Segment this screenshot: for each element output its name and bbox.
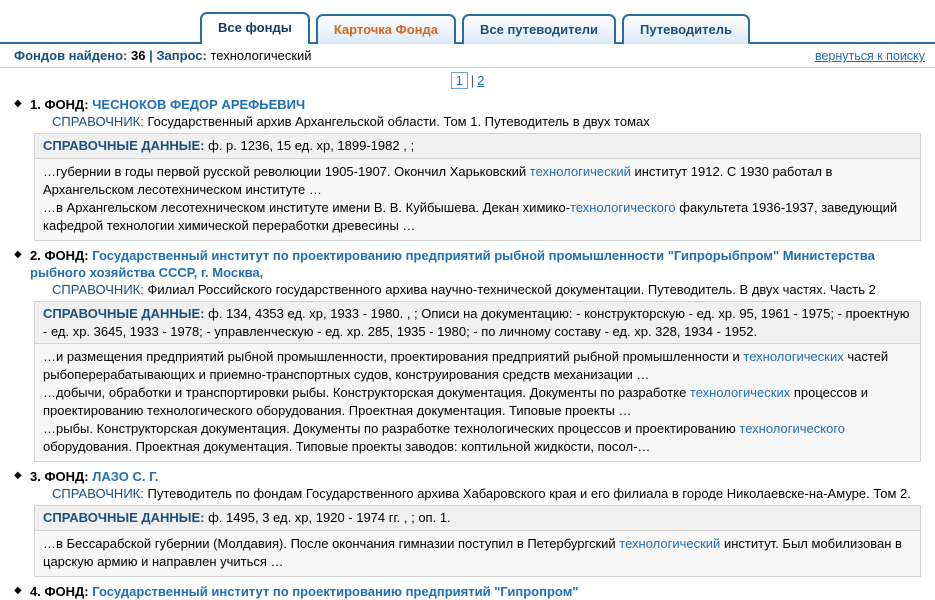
found-label: Фондов найдено: [14, 48, 128, 63]
fond-name-link[interactable]: ЧЕСНОКОВ ФЕДОР АРЕФЬЕВИЧ [92, 97, 306, 112]
snippet-segment: факультета 1936-1937, заведующий кафедрой технологии химической переработки древесины … [43, 199, 898, 233]
tab-all-guides-label: Все путеводители [479, 22, 598, 37]
guide-label: СПРАВОЧНИК: [52, 114, 144, 130]
snippet-text [43, 163, 912, 199]
infobar-separator: | [149, 48, 153, 63]
query-label: Запрос: [156, 48, 207, 63]
found-count: 36 [131, 48, 146, 63]
page-current[interactable]: 1 [451, 72, 468, 89]
reference-value: ф. р. 1236, 15 ед. хр, 1899-1982 , ; [208, 138, 415, 154]
snippet-segment: частей рыбоперерабатывающих и приемно-транспортных судов, конструирования средств механизации … [43, 349, 889, 383]
bullet-icon: ◆ [14, 469, 22, 481]
reference-data-box [34, 505, 921, 531]
result-item [14, 96, 921, 241]
highlighted-term: технологического [570, 199, 676, 215]
tab-all-fonds-label: Все фонды [218, 20, 292, 35]
snippet-segment: …губернии в годы первой русской революции 1905-1907. Окончил Харьковский [43, 163, 530, 179]
snippet-box [34, 531, 921, 577]
back-to-search-link[interactable]: вернуться к поиску [814, 49, 925, 63]
reference-label: СПРАВОЧНЫЕ ДАННЫЕ: [43, 306, 205, 322]
snippet-box [34, 344, 921, 462]
highlighted-term: технологических [743, 349, 844, 365]
reference-label: СПРАВОЧНЫЕ ДАННЫЕ: [43, 510, 205, 526]
highlighted-term: технологический [529, 163, 631, 179]
snippet-segment: оборудования. Проектная документация. Типовые проекты заводов: коптильной жидкости, посол-… [43, 438, 651, 454]
tab-bar [0, 0, 935, 44]
snippet-segment: …в Бессарабской губернии (Молдавия). После окончания гимназии поступил в Петербургский [43, 535, 620, 551]
reference-label: СПРАВОЧНЫЕ ДАННЫЕ: [43, 138, 205, 154]
tab-guide[interactable] [622, 14, 750, 44]
snippet-segment: …рыбы. Конструкторская документация. Документы по разработке технологических процессов и проектированию [43, 420, 740, 436]
reference-value: ф. 1495, 3 ед. хр, 1920 - 1974 гг. , ; оп. 1. [208, 510, 451, 526]
record-header [14, 96, 921, 113]
snippet-text [43, 420, 912, 456]
snippet-segment: институт. Был мобилизован в царскую армию и направлен учиться … [43, 535, 902, 569]
highlighted-term: технологического [739, 420, 846, 436]
record-header [14, 468, 921, 485]
record-index-label: 3. ФОНД: [30, 468, 89, 484]
record-header [14, 583, 921, 600]
fond-name-link[interactable]: Государственный институт по проектированию предприятий "Гипропром" [92, 583, 579, 599]
snippet-segment: процессов и проектированию технологического оборудования. Проектная документация. Типовые проекты … [43, 385, 869, 418]
tab-fond-card-label: Карточка Фонда [333, 22, 438, 37]
tab-all-guides[interactable] [462, 14, 616, 44]
guide-line [14, 485, 921, 502]
snippet-text [43, 535, 912, 571]
highlighted-term: технологический [619, 535, 721, 551]
bullet-icon: ◆ [14, 98, 22, 109]
highlighted-term: технологических [689, 385, 791, 401]
snippet-text [43, 384, 912, 420]
reference-data-box [34, 301, 921, 344]
bullet-icon: ◆ [14, 248, 22, 260]
query-value: технологический [210, 48, 312, 63]
record-header [14, 247, 921, 281]
fond-name-link[interactable]: ЛАЗО С. Г. [92, 468, 159, 484]
page-separator: | [470, 73, 475, 88]
result-item [14, 247, 921, 462]
results-list [0, 92, 935, 600]
guide-label: СПРАВОЧНИК: [52, 485, 144, 501]
fond-name-link[interactable]: Государственный институт по проектированию предприятий рыбной промышленности "Гипрорыбпром" Министерства рыбного хозяйства СССР, г. Москва, [30, 247, 875, 280]
snippet-segment: институт 1912. С 1930 работал в Архангельском лесотехническом институте … [43, 163, 833, 197]
record-index-label: 4. ФОНД: [30, 583, 89, 599]
snippet-text [43, 348, 912, 384]
reference-data-box [34, 133, 921, 159]
guide-value: Государственный архив Архангельской области. Том 1. Путеводитель в двух томах [147, 114, 650, 130]
guide-line [14, 113, 921, 130]
guide-value: Путеводитель по фондам Государственного архива Хабаровского края и его филиала в городе Николаевске-на-Амуре. Том 2. [147, 485, 911, 501]
result-item [14, 468, 921, 577]
snippet-segment: …и размещения предприятий рыбной промышленности, проектирования предприятий рыбной промышленности и [43, 349, 744, 365]
tab-all-fonds[interactable] [200, 12, 310, 44]
result-item [14, 583, 921, 600]
page-next[interactable]: 2 [477, 73, 485, 88]
tab-fond-card[interactable] [316, 14, 456, 44]
snippet-box [34, 159, 921, 241]
guide-label: СПРАВОЧНИК: [52, 281, 144, 297]
pagination [0, 68, 935, 92]
tab-guide-label: Путеводитель [639, 22, 732, 37]
reference-value: ф. 134, 4353 ед. хр, 1933 - 1980. , ; Описи на документацию: - конструкторскую - ед. хр. 95, 1961 - 1975; - проектную - ед. хр. 3645, 1933 - 1978; - управленческую - ед. хр. 285, 1935 - 1980; - по личному составу - ед. хр. 328, 1934 - 1952. [43, 306, 910, 339]
bullet-icon: ◆ [14, 584, 22, 596]
snippet-text [43, 199, 912, 235]
record-index-label: 1. ФОНД: [30, 97, 89, 112]
guide-value: Филиал Российского государственного архива научно-технической документации. Путеводитель. В двух частях. Часть 2 [147, 281, 876, 297]
snippet-segment: …добычи, обработки и транспортировки рыбы. Конструкторская документация. Документы по разработке [43, 385, 690, 401]
record-index-label: 2. ФОНД: [30, 247, 89, 263]
results-info-bar [0, 44, 935, 68]
guide-line [14, 281, 921, 298]
snippet-segment: …в Архангельском лесотехническом институте имени В. В. Куйбышева. Декан химико- [43, 199, 571, 215]
